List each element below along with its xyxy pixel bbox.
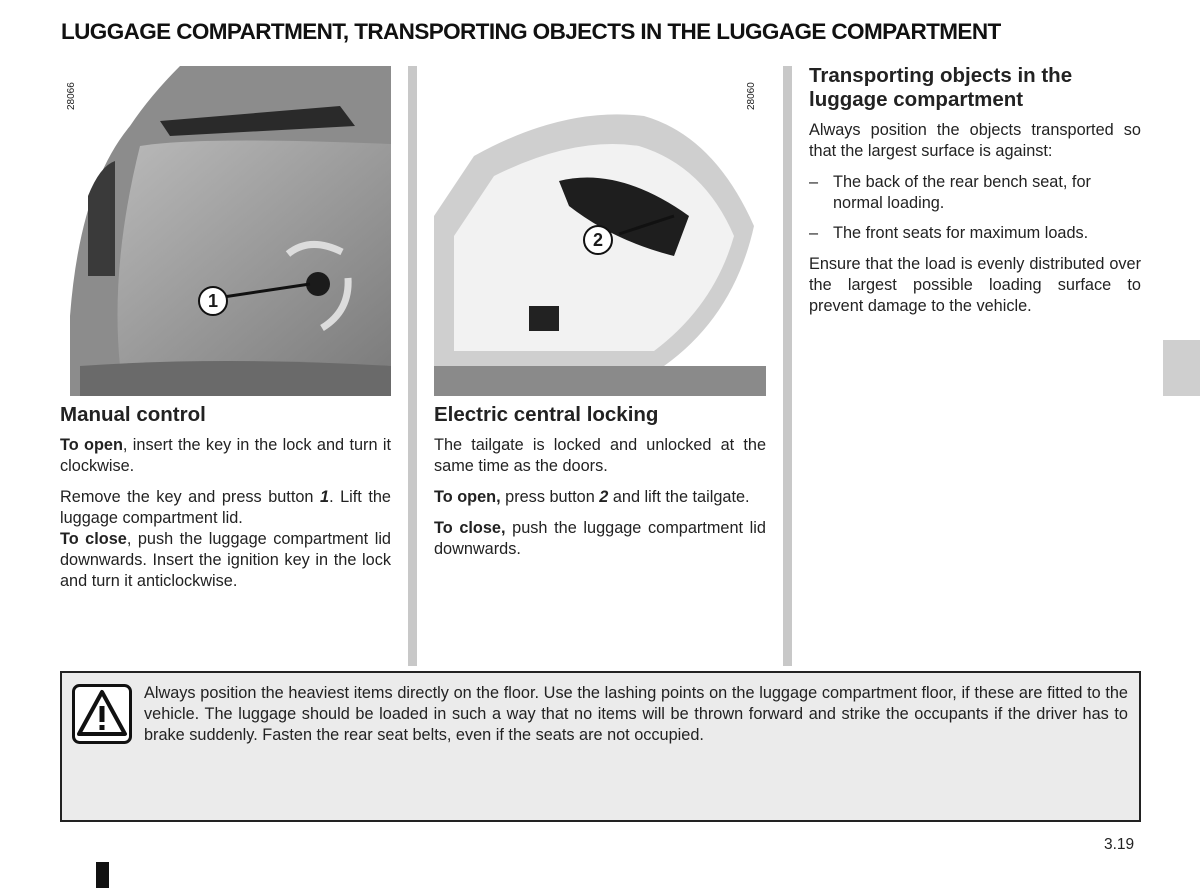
manual-open-text: , insert the key in the lock and turn it clockwise. — [60, 436, 391, 475]
page-title: LUGGAGE COMPARTMENT, TRANSPORTING OBJECTS IN THE LUGGAGE COMPARTMENT — [61, 19, 1001, 44]
manual-open-paragraph — [60, 435, 391, 477]
electric-locking-heading: Electric central locking — [434, 403, 659, 426]
column-separator — [783, 66, 792, 666]
figure-ref-number: 28066 — [66, 82, 77, 110]
electric-locking-column — [434, 66, 766, 570]
transporting-outro: Ensure that the load is evenly distributed over the largest possible loading surface to prevent damage to the vehicle. — [809, 255, 1141, 315]
electric-open-paragraph — [434, 487, 766, 508]
manual-close-text: , push the luggage compartment lid downwards. Insert the ignition key in the lock and turn it anticlockwise. — [60, 530, 391, 590]
warning-box — [60, 671, 1141, 822]
manual-close-paragraph — [60, 529, 391, 592]
manual-remove-paragraph — [60, 487, 391, 529]
callout-2: 2 — [583, 225, 613, 255]
list-item: – The front seats for maximum loads. — [809, 223, 1141, 244]
electric-close-text: push the luggage compartment lid downwards. — [434, 519, 766, 558]
column-separator — [408, 66, 417, 666]
boot-lock-illustration — [60, 66, 391, 396]
to-close-label: To close, — [434, 519, 506, 537]
manual-control-heading: Manual control — [60, 403, 206, 426]
figure-ref-number: 28060 — [746, 82, 757, 110]
transporting-list — [809, 172, 1141, 244]
button-ref: 2 — [599, 488, 609, 506]
to-open-label: To open, — [434, 488, 501, 506]
transporting-column — [809, 64, 1141, 327]
callout-1: 1 — [198, 286, 228, 316]
warning-text: Always position the heaviest items directly on the floor. Use the lashing points on the luggage compartment floor, if these are fitted to the vehicle. The luggage should be loaded in such a way that no items will be thrown forward and strike the occupants if the driver has to brake suddenly. Fasten the rear seat belts, even if the seats are not occupied. — [144, 684, 1128, 744]
warning-triangle-icon — [72, 684, 132, 744]
list-item: – The back of the rear bench seat, for normal loading. — [809, 172, 1141, 214]
manual-control-column — [60, 66, 391, 602]
figure-boot-lock-photo — [60, 66, 391, 396]
electric-intro-paragraph: The tailgate is locked and unlocked at the same time as the doors. — [434, 436, 766, 475]
transporting-heading: Transporting objects in the luggage compartment — [809, 64, 1073, 111]
to-close-label: To close — [60, 530, 127, 548]
electric-close-paragraph — [434, 518, 766, 560]
transporting-intro: Always position the objects transported so that the largest surface is against: — [809, 121, 1141, 160]
manual-remove-text-end: . Lift the luggage compartment lid. — [60, 488, 391, 527]
figure-tailgate-photo — [434, 66, 766, 396]
chapter-tab — [1163, 340, 1200, 396]
crop-mark — [96, 862, 109, 888]
electric-open-text-end: and lift the tailgate. — [608, 488, 750, 506]
button-ref: 1 — [320, 488, 330, 506]
electric-open-text: press button — [500, 488, 600, 506]
manual-remove-text: Remove the key and press button — [60, 488, 320, 506]
to-open-label: To open — [60, 436, 123, 454]
page-number: 3.19 — [1104, 836, 1135, 853]
